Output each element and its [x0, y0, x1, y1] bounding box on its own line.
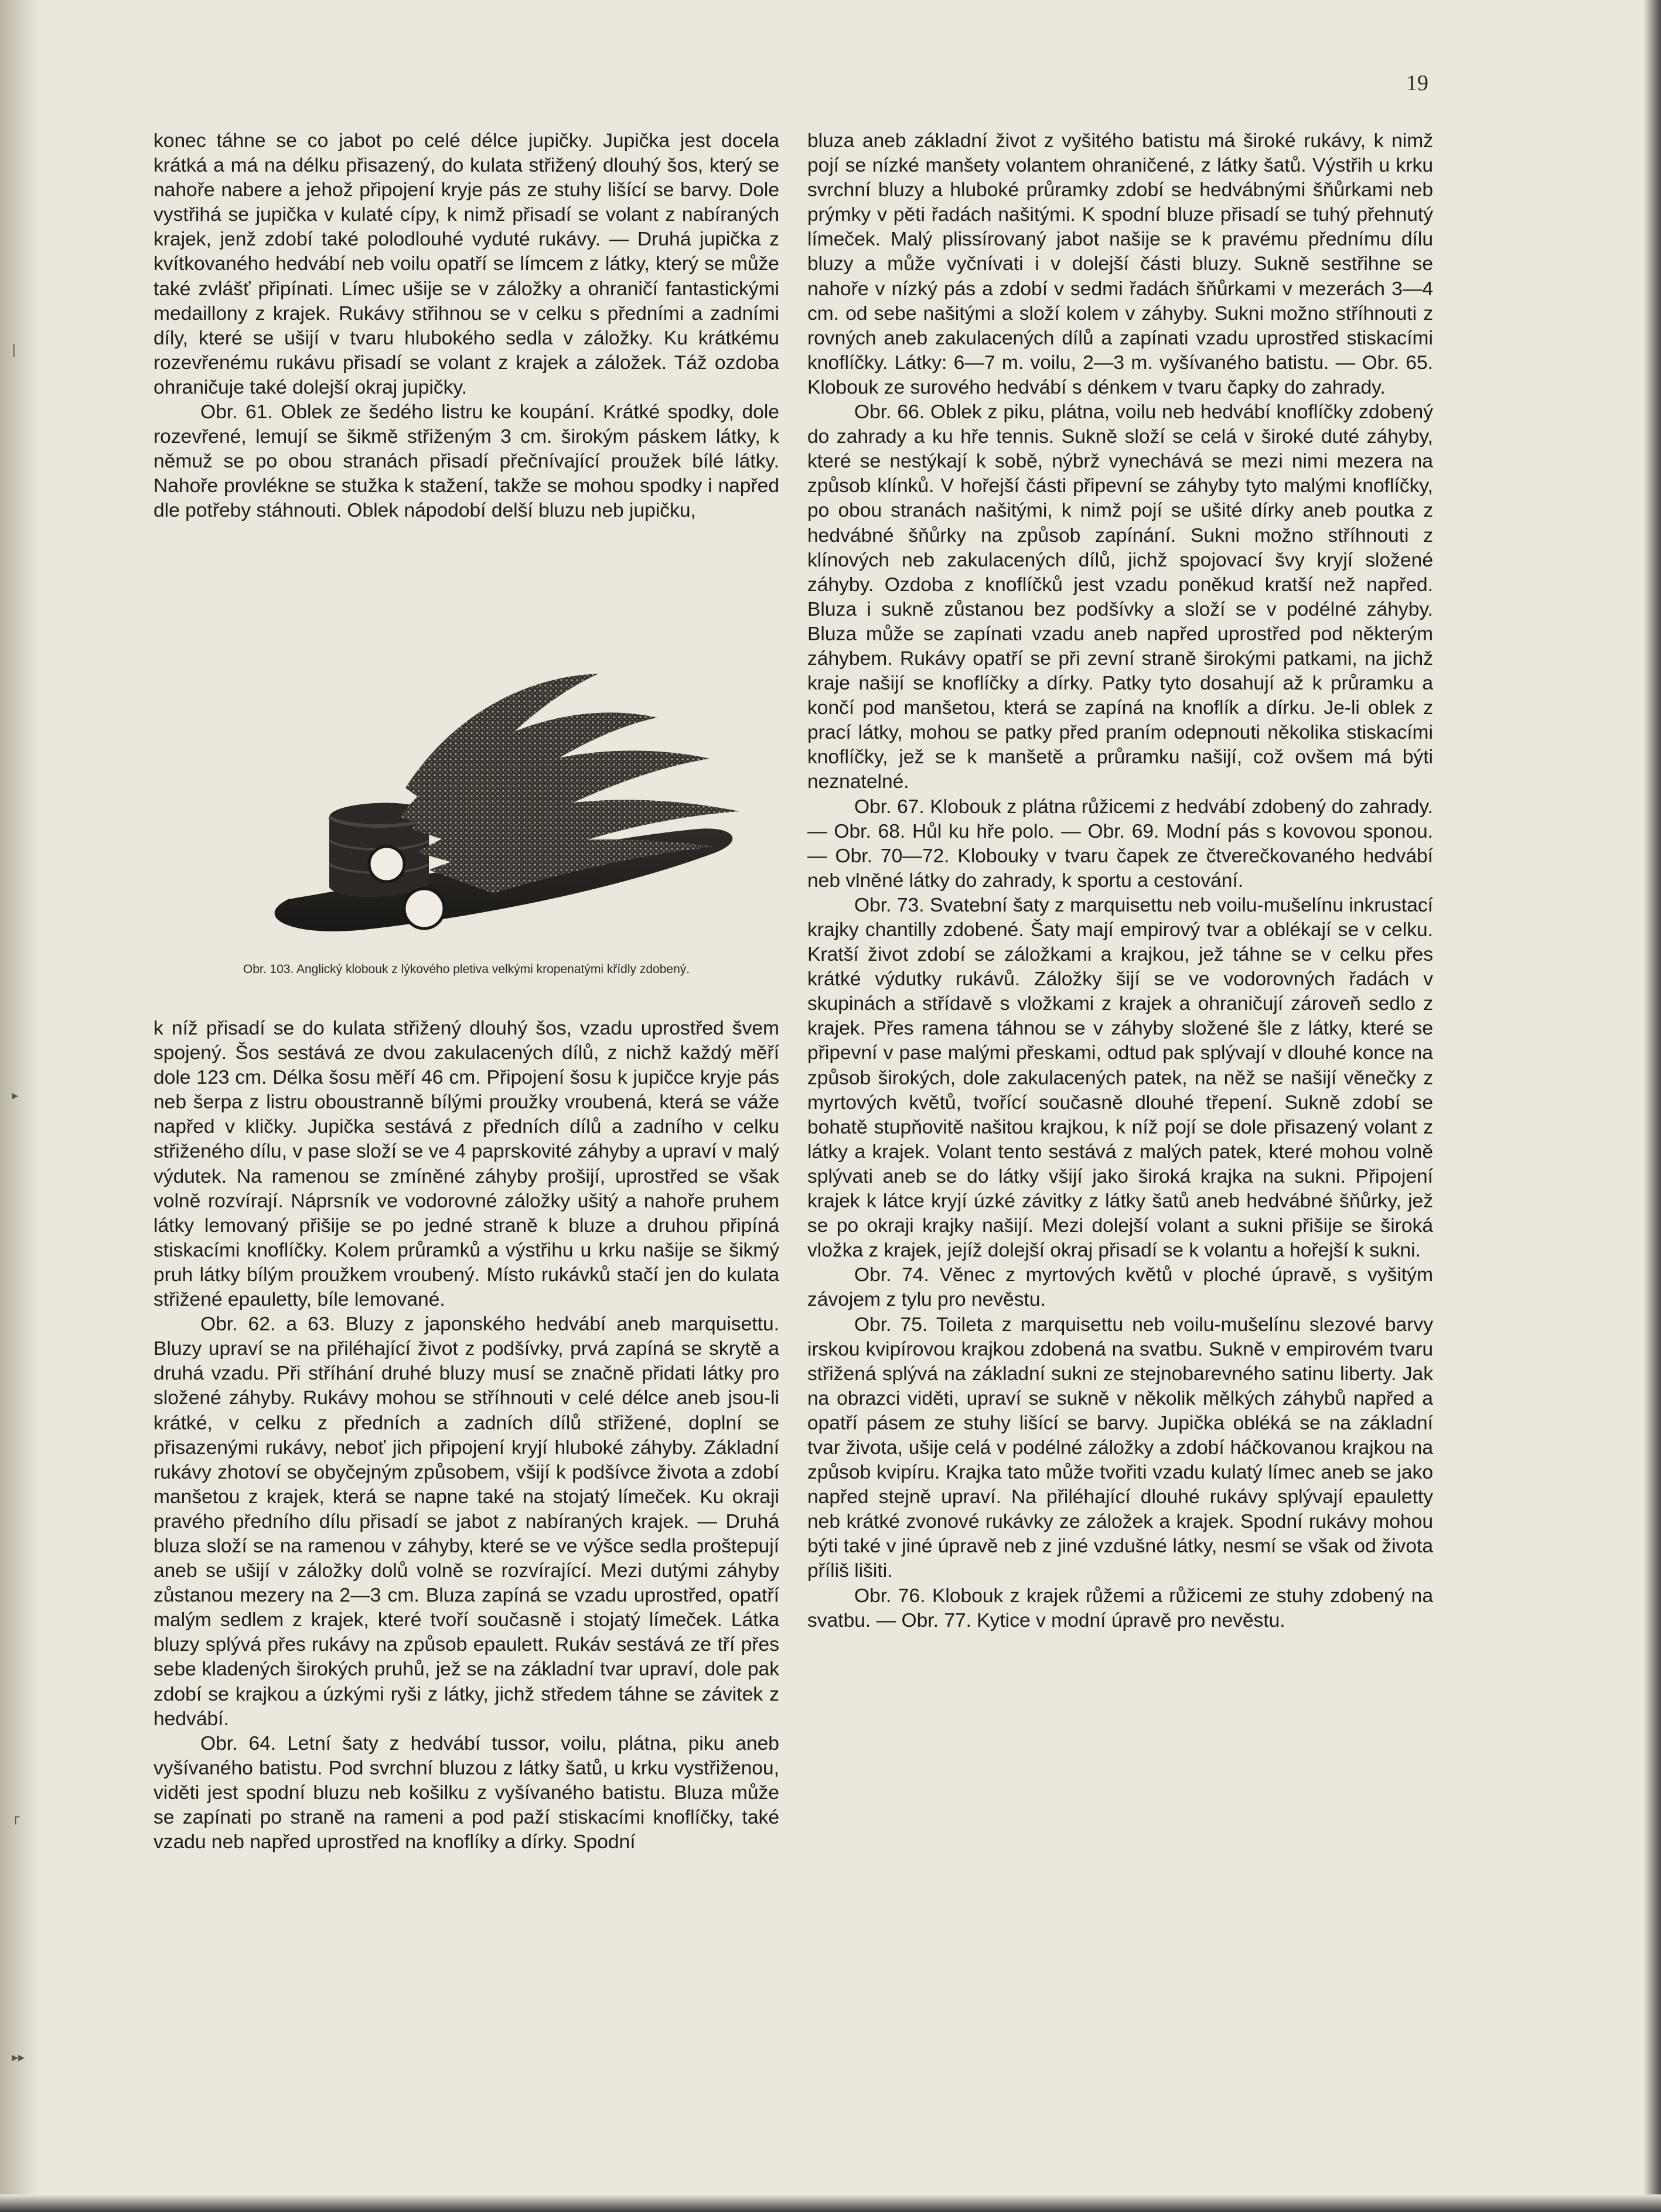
figure-caption: Obr. 103. Anglický klobouk z lýkového pletiva velkými kropenatými křídly zdobený.	[243, 962, 690, 976]
right-page-edge	[1643, 0, 1661, 2212]
hat-with-feathers-icon	[154, 641, 779, 958]
right-column	[807, 129, 1433, 1633]
margin-mark-icon: |	[12, 343, 16, 357]
left-column-top	[154, 129, 779, 524]
paragraph: Obr. 76. Klobouk z krajek růžemi a růžicemi ze stuhy zdobený na svatbu. — Obr. 77. Kytice v modní úpravě pro nevěstu.	[807, 1585, 1433, 1631]
paragraph: k níž přisadí se do kulata střižený dlouhý šos, vzadu uprostřed švem spojený. Šos sestává ze dvou zakulacených dílů, z nichž každý měří dole 123 cm. Délka šosu měří 46 cm. Připojení šosu k jupičce kryje pás neb šerpa z listru oboustranně bílými proužky vroubená, která se váže napřed v kličky. Jupička sestává z předních dílů a zadního v celku střiženého dílu, v pase složí se ve 4 paprskovité záhyby a upraví v malý výdutek. Na ramenou se zmíněné záhyby prošijí, uprostřed se však volně rozvírají. Náprsník ve vodorovné záložky ušitý a nahoře pruhem látky lemovaný přišije se po jedné straně k bluze a druhou připíná stiskacími knoflíčky. Kolem průramků a výstřihu u krku našije se šikmý pruh látky bílým proužkem vroubený. Místo rukávků stačí jen do kulata střižené epauletty, bíle lemované.	[154, 1018, 779, 1311]
paragraph: Obr. 73. Svatební šaty z marquisettu neb voilu-mušelínu inkrustací krajky chantilly zdobené. Šaty mají empirový tvar a oblékají se v celku. Kratší život zdobí se záložkami a krajkou, jež táhne se v celku přes krátké výdutky rukávů. Záložky šijí se ve vodorovných řadách v skupinách a střídavě s vložkami z krajek a ohraničují zároveň sedlo z krajek. Přes ramena táhnou se v záhyby složené šle z látky, které se připevní v pase malými přeskami, odtud pak splývají v dlouhé konce na způsob širokých, dole zakulacených patek, na něž se našijí věnečky z myrtových květů, tvořící současně dlouhé třepení. Sukně zdobí se bohatě stupňovitě našitou krajkou, k níž pojí se dole přisazený volant z látky a krajek. Volant tento sestává z malých patek, které mohou volně splývati aneb se do látky všijí jako široká krajka na sukni. Připojení krajek k látce kryjí úzké závitky z látky šatů aneb hedvábné šňůrky, jež se po okraji krajky našijí. Mezi dolejší volant a sukni přišije se široká vložka z krajek, jejíž dolejší okraj přisadí se k volantu a hořejší k sukni.	[807, 894, 1433, 1262]
margin-mark-icon: ┌	[12, 1810, 20, 1825]
paragraph: Obr. 64. Letní šaty z hedvábí tussor, voilu, plátna, piku aneb vyšívaného batistu. Pod svrchní bluzou z látky šatů, u krku vystřiženou, viděti jest spodní bluzu neb košilku z vyšívaného batistu. Bluza může se zapínati po straně na rameni a pod paží stiskacími knoflíčky, také vzadu neb napřed uprostřed na knoflíky a dírky. Spodní	[154, 1732, 779, 1853]
figure-103	[154, 641, 779, 990]
paragraph: Obr. 66. Oblek z piku, plátna, voilu neb hedvábí knoflíčky zdobený do zahrady a ku hře tennis. Sukně složí se celá v široké duté záhyby, které se nestýkají k sobě, nýbrž vynechává se mezi nimi mezera na způsob klínků. V hořejší části připevní se záhyby tyto malými knoflíčky, po obou stranách našitými, k nimž pojí se ušité dírky aneb poutka z hedvábné šňůrky na způsob zapínání. Sukni možno stříhnouti z klínových neb zakulacených dílů, jichž spojovací švy kryjí složené záhyby. Ozdoba z knoflíčků jest vzadu poněkud kratší než napřed. Bluza i sukně zůstanou bez podšívky a složí se v podélné záhyby. Bluza může se zapínati vzadu aneb napřed uprostřed pod některým záhybem. Rukávy opatří se při zevní straně širokými patkami, na jichž kraje našijí se knoflíčky a dírky. Patky tyto dosahují až k průramku a končí pod manšetou, která se zapíná na knoflík a dírku. Je-li oblek z prací látky, mohou se patky před praním odepnouti několika stiskacími knoflíčky, jež se k manšetě a průramku našijí, což ovšem má býti neznatelné.	[807, 401, 1433, 793]
page-number: 19	[1406, 71, 1428, 95]
paragraph: Obr. 61. Oblek ze šedého listru ke koupání. Krátké spodky, dole rozevřené, lemují se šikmě střiženým 3 cm. širokým páskem látky, k němuž se po obou stranách přisadí přečnívající proužek bílé látky. Nahoře provlékne se stužka k stažení, takže se mohou spodky i napřed dle potřeby stáhnouti. Oblek nápodobí delší bluzu neb jupičku,	[154, 401, 779, 522]
margin-mark-icon: ▸	[12, 1088, 19, 1103]
left-column-bottom	[154, 1016, 779, 1855]
paragraph: Obr. 62. a 63. Bluzy z japonského hedvábí aneb marquisettu. Bluzy upraví se na přiléhající život z podšívky, prvá zapíná se skrytě a druhá vzadu. Při stříhání druhé bluzy musí se značně přidati látky pro složené záhyby. Rukávy mohou se stříhnouti v celé délce aneb jsou-li krátké, v celku z předních a zadních dílů střižené, doplní se přisazenými rukávy, neboť jich připojení kryjí hluboké záhyby. Základní rukávy zhotoví se obyčejným způsobem, všijí k podšívce života a zdobí manšetou z krajek, která se napne také na stojatý límeček. Ku okraji pravého předního dílu přisadí se jabot z nabíraných krajek. — Druhá bluza složí se na ramenou v záhyby, které se ve výšce sedla proštepují aneb se ušijí v záložky dolů volně se rozvírající. Mezi dutými záhyby zůstanou mezery na 2—3 cm. Bluza zapíná se vzadu uprostřed, opatří malým sedlem z krajek, které tvoří současně i stojatý límeček. Látka bluzy splývá přes rukávy na způsob epaulett. Rukáv sestává ze tří přes sebe kladených širokých pruhů, jež se na základní tvar upraví, dole pak zdobí se krajkou a úzkými ryši z látky, jichž středem táhne se závitek z hedvábí.	[154, 1313, 779, 1730]
margin-mark-icon: ▸▸	[12, 2050, 25, 2065]
paragraph: konec táhne se co jabot po celé délce jupičky. Jupička jest docela krátká a má na délku přisazený, do kulata střižený dlouhý šos, který se nahoře nabere a jehož připojení kryje pás ze stuhy lišící se barvy. Dole vystřihá se jupička v kulaté cípy, k nimž přisadí se volant z nabíraných krajek, jenž zdobí také polodlouhé vyduté rukávy. — Druhá jupička z kvítkovaného hedvábí neb voilu opatří se límcem z látky, který se může také zvlášť připínati. Límec ušije se v záložky a ohraničí fantastickými medaillony z krajek. Rukávy střihnou se v celku s předními a zadními díly, které se ušijí v tvaru hlubokého sedla v záložky. Ku krátkému rozevřenému rukávu přisadí se volant z krajek a záložek. Táž ozdoba ohraničuje také dolejší okraj jupičky.	[154, 130, 779, 398]
book-binding-shadow	[0, 0, 41, 2212]
paragraph: bluza aneb základní život z vyšitého batistu má široké rukávy, k nimž pojí se nízké manšety volantem ohraničené, z látky šatů. Výstřih u krku svrchní bluzy a hluboké průramky zdobí se hedvábnými šňůrkami neb prýmky v pěti řadách našitými. K spodní bluze přisadí se tuhý přehnutý límeček. Malý plissírovaný jabot našije se k pravému přednímu dílu bluzy a může vyčnívati i v dolejší části bluzy. Sukně sestřihne se nahoře v nízký pás a zdobí v sedmi řadách šňůrkami v mezerách 3—4 cm. od sebe našitými a složí kolem v záhyby. Sukni možno stříhnouti z rovných aneb zakulacených dílů a zapínati vzadu uprostřed stiskacími knoflíčky. Látky: 6—7 m. voilu, 2—3 m. vyšívaného batistu. — Obr. 65. Klobouk ze surového hedvábí s dénkem v tvaru čapky do zahrady.	[807, 130, 1433, 398]
paragraph: Obr. 67. Klobouk z plátna růžicemi z hedvábí zdobený do zahrady. — Obr. 68. Hůl ku hře polo. — Obr. 69. Modní pás s kovovou sponou. — Obr. 70—72. Klobouky v tvaru čapek ze čtverečkovaného hedvábí neb vlněné látky do zahrady, k sportu a cestování.	[807, 796, 1433, 892]
paragraph: Obr. 75. Toileta z marquisettu neb voilu-mušelínu slezové barvy irskou kvipírovou krajkou zdobená na svatbu. Sukně v empirovém tvaru střižená splývá na základní sukni ze stejnobarevného satinu liberty. Jak na obrazci viděti, upraví se sukně v několik mělkých záhybů napřed a opatří pásem ze stuhy lišící se barvy. Jupička obléká se na základní tvar života, ušije celá v podélné záložky a zdobí háčkovanou krajkou na způsob kvipíru. Krajka tato může tvořiti vzadu kulatý límec aneb se jako napřed stejně upraví. Na přiléhající dlouhé rukávy splývají epauletty neb krátké zvonové rukávky ze záložek a krajek. Spodní rukávy mohou býti také v jiné úpravě neb z jiné vzdušné látky, nesmí se však od života příliš lišiti.	[807, 1313, 1433, 1582]
paragraph: Obr. 74. Věnec z myrtových květů v ploché úpravě, s vyšitým závojem z tylu pro nevěstu.	[807, 1264, 1433, 1311]
bottom-page-edge	[0, 2194, 1661, 2212]
